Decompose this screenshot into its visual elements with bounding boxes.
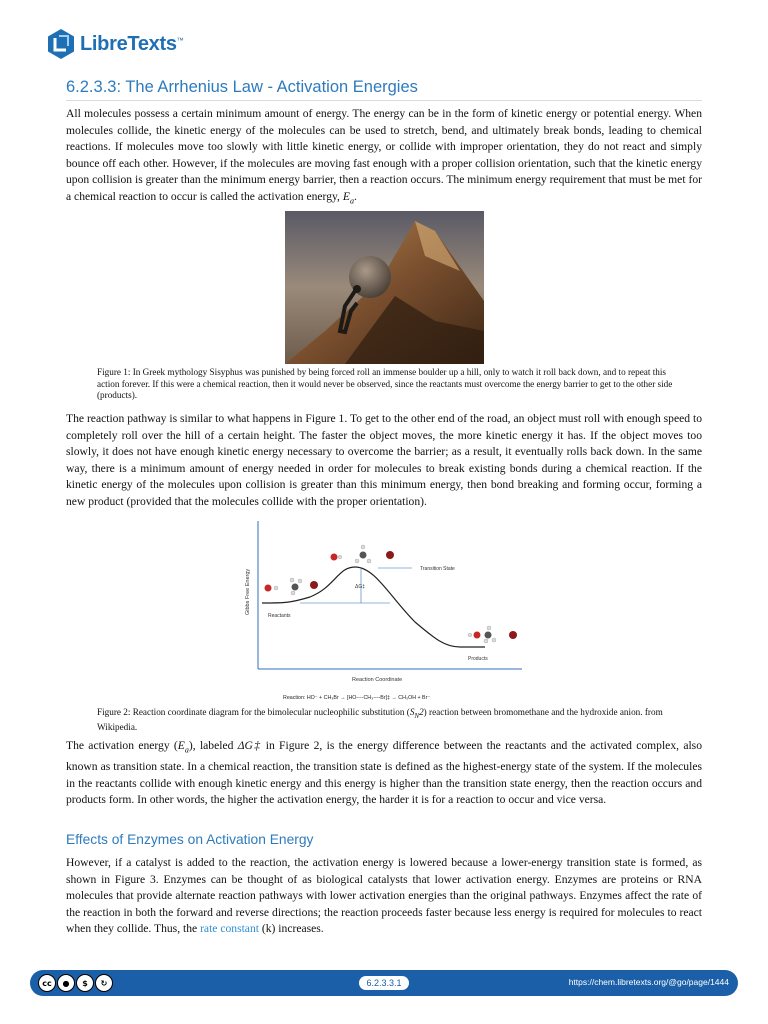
section-heading-enzymes: Effects of Enzymes on Activation Energy [66, 832, 314, 847]
y-axis-label: Gibbs Free Energy [245, 568, 251, 615]
reaction-coordinate-diagram [240, 517, 525, 707]
product-molecules [468, 626, 517, 643]
enzymes-paragraph: However, if a catalyst is added to the reaction, the activation energy is lowered because a lower-energy transition state is formed, as shown in Figure 3. Enzymes can be thought of as biological catalysts that lower activation energy. Enzymes are proteins or RNA molecules that provide alternate reaction pathways with lower activation energies than the original pathways. Enzymes affect the rate of the reaction in both the forward and reverse directions; the reaction proceeds faster because less energy is required for molecules to react when they collide. Thus, the rate constant (k) increases. [66, 856, 702, 936]
by-icon: ● [57, 974, 75, 992]
energy-curve [262, 567, 485, 647]
rate-constant-link[interactable]: rate constant [200, 922, 259, 936]
sisyphus-photo [285, 211, 484, 364]
math-sn2: $S_N2$ [409, 707, 424, 720]
page-footer [30, 970, 738, 996]
products-label: Products [468, 656, 488, 662]
cc-icon: cc [38, 974, 56, 992]
intro-paragraph: All molecules possess a certain minimum amount of energy. The energy can be in the form of kinetic energy or potential energy. When molecules collide, the kinetic energy of the molecules can be used to stretch, bend, and ultimately break bonds, leading to chemical reactions. If molecules move too slowly with little kinetic energy, or collide with improper orientation, they do not react and simply bounce off each other. However, if the molecules are moving fast enough with a proper collision orientation, such that the kinetic energy upon collision is greater than the minimum energy barrier, then a reaction occurs. The minimum energy requirement that must be met for a chemical reaction to occur is called the activation energy, $E_a$. [66, 107, 702, 206]
page-url[interactable]: https://chem.libretexts.org/@go/page/1444 [568, 977, 729, 987]
reaction-equation: Reaction: HO⁻ + CH₃Br → [HO----CH₃----Br]‡ → CH₃OH + Br⁻ [283, 695, 431, 701]
page-number-badge: 6.2.3.3.1 [359, 976, 409, 990]
figure-2-caption: Figure 2: Reaction coordinate diagram for the bimolecular nucleophilic substitution $(S_N2)$ reaction between bromomethane and the hydroxide anion. from Wikipedia. [97, 707, 663, 733]
x-axis-label: Reaction Coordinate [352, 677, 403, 683]
libretexts-logo[interactable] [46, 27, 183, 61]
page-title: 6.2.3.3: The Arrhenius Law - Activation Energies [66, 78, 702, 101]
reactant-molecules [265, 578, 319, 595]
transition-state-label: Transition State [420, 566, 455, 572]
delta-g-label: ΔG‡ [355, 584, 366, 590]
nc-icon: $ [76, 974, 94, 992]
reactants-label: Reactants [268, 613, 291, 619]
cc-license-badge[interactable] [38, 974, 113, 992]
libretexts-logo-icon [46, 28, 76, 60]
figure-1-caption: Figure 1: In Greek mythology Sisyphus was punished by being forced roll an immense boulder up a hill, only to watch it roll back down, and to repeat this action forever. If this were a chemical reaction, then it would never be observed, since the reactants must overcome the energy barrier to get to the other side (products). [97, 367, 673, 401]
activation-energy-paragraph: The activation energy $(E_a)$, labeled ΔG‡ in Figure 2, is the energy difference between the reactants and the activated complex, also known as transition state. In a chemical reaction, the transition state is defined as the highest-energy state of the system. If the molecules in the reactants collide with enough kinetic energy and this energy is higher than the transition state energy, then the reaction occurs and products form. In other words, the higher the activation energy, the harder it is for a reaction to occur and vice versa. [66, 739, 702, 807]
math-delta-g: ΔG‡ [237, 739, 262, 752]
math-ea: $E_a$ [342, 189, 354, 206]
logo-text: LibreTexts™ [80, 32, 184, 55]
transition-state-molecule [331, 545, 395, 563]
sa-icon: ↻ [95, 974, 113, 992]
math-ea-2: $E_a$ [177, 739, 189, 755]
reaction-pathway-paragraph: The reaction pathway is similar to what happens in Figure 1. To get to the other end of the road, an object must roll with enough speed to completely roll over the hill of a certain height. The faster the object moves, the more kinetic energy it has. If the object moves too slowly, it does not have enough kinetic energy necessary to overcome the barrier; as a result, it eventually rolls back down. In the same way, there is a minimum amount of energy needed in order for molecules to break existing bonds during a chemical reaction. If the kinetic energy of the molecules upon collision is greater than this minimum energy, then bond breaking and forming occur, forming a new product (provided that the molecules collide with the proper orientation). [66, 412, 702, 508]
